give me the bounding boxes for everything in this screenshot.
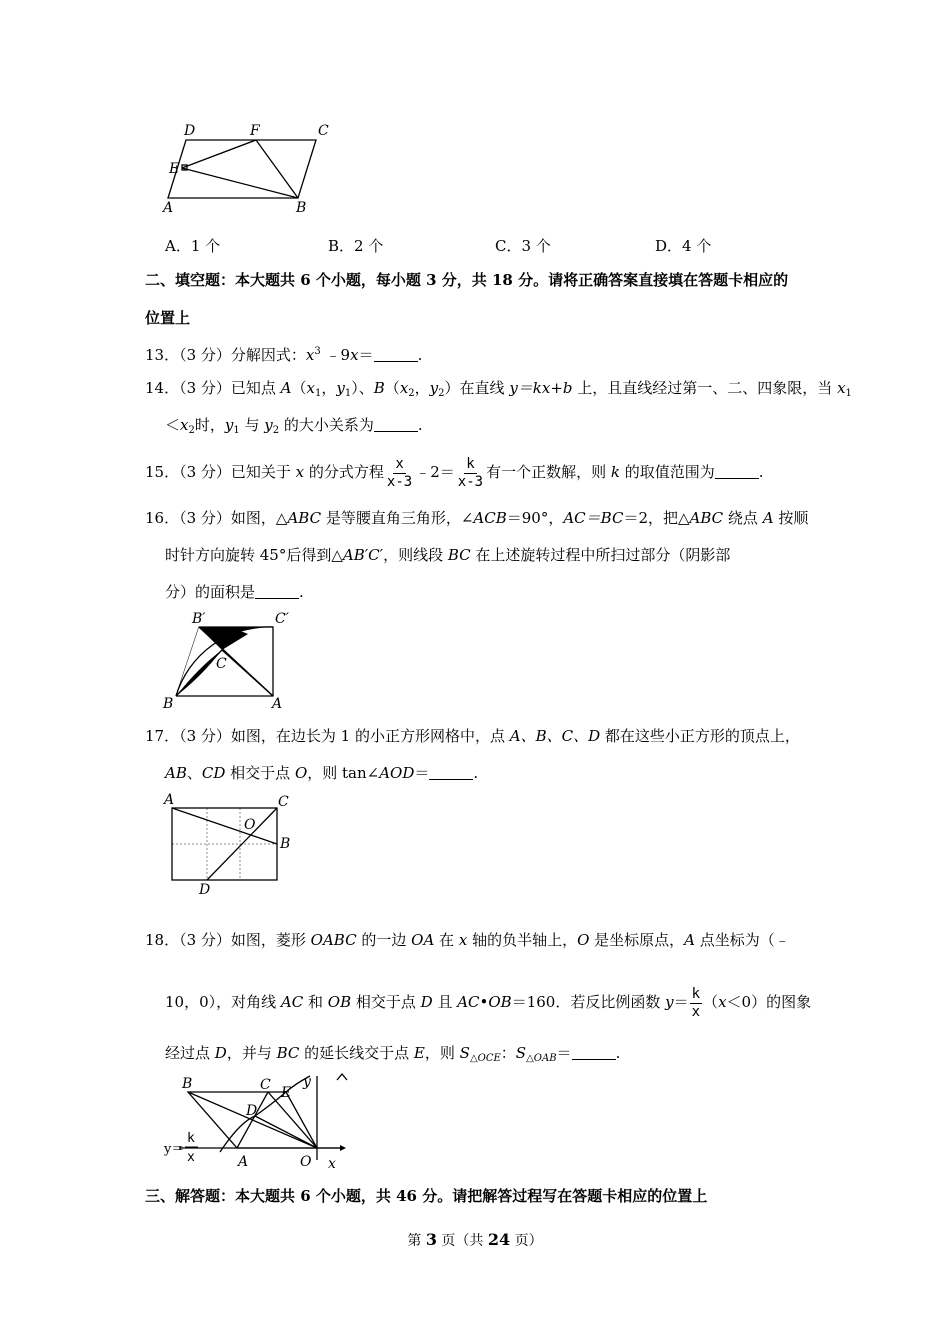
answer-blank-18[interactable] xyxy=(572,1045,616,1060)
question-18-cont: 10，0），对角线 AC 和 OB 相交于点 D 且 AC•OB＝160．若反比例函数 y＝ $\frac{k}{x}$ （x＜0）的图象 xyxy=(165,985,812,1020)
answer-blank-16[interactable] xyxy=(255,584,299,599)
rotation-figure xyxy=(160,608,290,712)
label-E: E xyxy=(169,161,180,177)
question-16-cont2: 分）的面积是 . xyxy=(165,583,304,601)
question-18: 18．（3 分）如图，菱形 OABC 的一边 OA 在 x 轴的负半轴上，O 是坐标原点，A 点坐标为（﹣ xyxy=(145,931,790,949)
label-C: C xyxy=(278,794,289,810)
label-B: B xyxy=(182,1076,193,1092)
fraction-k-over-x: $\frac{k}{x}$ xyxy=(691,985,701,1020)
fraction-x-over-x-3: $\frac{x}{x-3}$ xyxy=(386,455,413,490)
label-C: C xyxy=(216,656,227,672)
question-14-cont: $<x_2$时，$y_1$ 与 $y_2$ 的大小关系为 . xyxy=(165,416,423,436)
label-D: D xyxy=(246,1103,258,1119)
label-B: B xyxy=(296,200,307,216)
page-footer: 第 3 页（共 24 页） xyxy=(407,1230,543,1249)
section2-heading: 二、填空题：本大题共 6 个小题，每小题 3 分，共 18 分。请将正确答案直接填在答题卡相应的 xyxy=(145,271,789,289)
parallelogram-figure xyxy=(160,118,340,218)
question-13: 13．（3 分）分解因式：$x^3$ ﹣9x＝ . xyxy=(145,346,423,364)
answer-blank-15[interactable] xyxy=(715,464,759,479)
question-15: 15．（3 分）已知关于 x 的分式方程 $\frac{x}{x-3}$ ﹣2＝ $\frac{k}{x-3}$ 有一个正数解，则 k 的取值范围为 . xyxy=(145,455,764,490)
rhombus-figure xyxy=(160,1070,350,1176)
section2-heading-cont: 位置上 xyxy=(145,309,191,327)
label-C: C xyxy=(318,123,329,139)
question-14: 14．（3 分）已知点 $A(x_1$，$y_1$）、$B(x_2$，$y_2$）在直线 y＝kx+b 上，且直线经过第一、二、四象限，当 $x_1$ xyxy=(145,379,852,399)
question-17-cont: AB、CD 相交于点 O，则 tan∠AOD＝ . xyxy=(165,764,479,782)
label-O: O xyxy=(300,1154,312,1170)
label-E: E xyxy=(281,1085,292,1101)
curve-label-den: x xyxy=(187,1150,195,1165)
answer-blank-14[interactable] xyxy=(374,417,418,432)
label-A: A xyxy=(163,200,174,216)
grid-figure xyxy=(160,790,300,898)
question-16-cont: 时针方向旋转 45°后得到△AB′C′，则线段 BC 在上述旋转过程中所扫过部分（阴影部 xyxy=(165,546,731,564)
option-a: A．1 个 xyxy=(165,237,221,255)
answer-blank-17[interactable] xyxy=(429,765,473,780)
label-B-prime: B′ xyxy=(192,611,206,627)
label-A: A xyxy=(164,792,175,808)
curve-label-y: y＝ xyxy=(164,1142,185,1157)
section3-heading: 三、解答题：本大题共 6 个小题，共 46 分。请把解答过程写在答题卡相应的位置上 xyxy=(145,1187,708,1205)
curve-label-num: k xyxy=(187,1131,195,1146)
label-C-prime: C′ xyxy=(275,611,289,627)
label-O: O xyxy=(244,817,256,833)
question-17: 17．（3 分）如图，在边长为 1 的小正方形网格中，点 A、B、C、D 都在这些小正方形的顶点上， xyxy=(145,727,800,745)
option-d: D．4 个 xyxy=(655,237,712,255)
label-A: A xyxy=(238,1154,249,1170)
answer-blank-13[interactable] xyxy=(374,347,418,362)
label-B: B xyxy=(280,836,291,852)
label-D: D xyxy=(184,123,196,139)
label-C: C xyxy=(260,1077,271,1093)
option-b: B．2 个 xyxy=(328,237,384,255)
option-c: C．3 个 xyxy=(495,237,551,255)
label-A: A xyxy=(272,696,283,712)
fraction-k-over-x-3: $\frac{k}{x-3}$ xyxy=(457,455,484,490)
label-D: D xyxy=(199,882,211,898)
label-y: y xyxy=(303,1074,311,1090)
label-F: F xyxy=(250,123,260,139)
question-18-cont2: 经过点 D，并与 BC 的延长线交于点 E，则 $S_{\triangle OCE}$：$S_{\triangle OAB}=$ . xyxy=(165,1044,621,1064)
label-B: B xyxy=(163,696,174,712)
question-16: 16．（3 分）如图，△ABC 是等腰直角三角形，∠ACB＝90°，AC＝BC＝2，把△ABC 绕点 A 按顺 xyxy=(145,509,809,527)
label-x: x xyxy=(328,1156,336,1172)
